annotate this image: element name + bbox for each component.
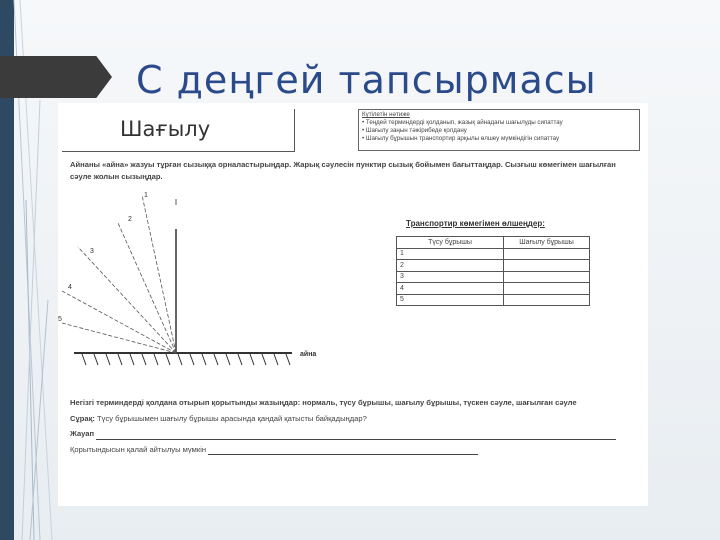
ray-2 (118, 223, 176, 353)
title-arrow-shape (0, 56, 112, 98)
row-number: 4 (397, 283, 504, 295)
answer-label: Жауап (70, 429, 95, 438)
ray-label-2: 2 (128, 216, 132, 223)
terms-instruction: Негізгі терминдерді қолдана отырып қорытынды жазыңдар: нормаль, түсу бұрышы, шағылу бұрышы, түскен сәуле, шағылған сәуле (70, 398, 577, 407)
question-label: Сұрақ: (70, 413, 95, 423)
mirror-hatching (82, 354, 290, 365)
worksheet-image (58, 103, 648, 506)
question-block (70, 397, 638, 455)
empty-cell[interactable] (504, 248, 590, 260)
row-number: 3 (397, 271, 504, 283)
mirror-label: айна (300, 351, 317, 358)
criteria-item: • Шағылу бұрышын транспортир арқылы өлшеу мүмкіндігін сипаттау (362, 135, 636, 143)
protractor-title: Транспортир көмегімен өлшеңдер: (406, 219, 545, 228)
ray-label-3: 3 (90, 248, 94, 255)
conclusion-line (70, 444, 638, 456)
empty-cell[interactable] (504, 283, 590, 295)
slide-title: С деңгей тапсырмасы (136, 58, 597, 102)
ray-label-4: 4 (68, 284, 72, 291)
ray-label-1: 1 (144, 192, 148, 199)
empty-cell[interactable] (504, 260, 590, 272)
ray-label-5: 5 (58, 316, 62, 323)
question-line (70, 413, 638, 425)
ray-1 (142, 195, 176, 353)
conclusion-blank[interactable] (208, 445, 478, 455)
table-header: Түсу бұрышы (397, 237, 504, 249)
answer-blank[interactable] (96, 430, 616, 440)
reflection-diagram (58, 191, 348, 371)
criteria-box (358, 109, 640, 151)
table-row (397, 271, 590, 283)
row-number: 2 (397, 260, 504, 272)
table-row (397, 294, 590, 306)
table-header: Шағылу бұрышы (504, 237, 590, 249)
table-row (397, 283, 590, 295)
criteria-item: • Теңдей терминдерді қолданып, жазық айнадағы шағылуды сипаттау (362, 119, 636, 127)
table-row (397, 260, 590, 272)
empty-cell[interactable] (504, 294, 590, 306)
criteria-item: • Шағылу заңын тәжірибеде қолдану (362, 127, 636, 135)
worksheet-heading: Шағылу (120, 117, 211, 141)
criteria-title: Күтілетін нәтиже (362, 111, 410, 118)
conclusion-label: Қорытындысын қалай айтылуы мүмкін (70, 444, 207, 454)
task-instructions: Айнаны «айна» жазуы тұрған сызыққа орналастырыңдар. Жарық сәулесін пунктир сызық бойымен бағыттаңдар. Сызғыш көмегімен шағылған сәуле жолын сызыңдар. (70, 160, 616, 181)
table-row (397, 248, 590, 260)
angle-table (396, 236, 590, 306)
row-number: 5 (397, 294, 504, 306)
empty-cell[interactable] (504, 271, 590, 283)
ray-3 (78, 247, 176, 353)
question-text: Түсу бұрышымен шағылу бұрышы арасында қандай қатысты байқадыңдар? (97, 413, 367, 423)
row-number: 1 (397, 248, 504, 260)
ray-5 (62, 323, 176, 353)
ray-4 (62, 291, 176, 353)
answer-line (70, 428, 638, 440)
